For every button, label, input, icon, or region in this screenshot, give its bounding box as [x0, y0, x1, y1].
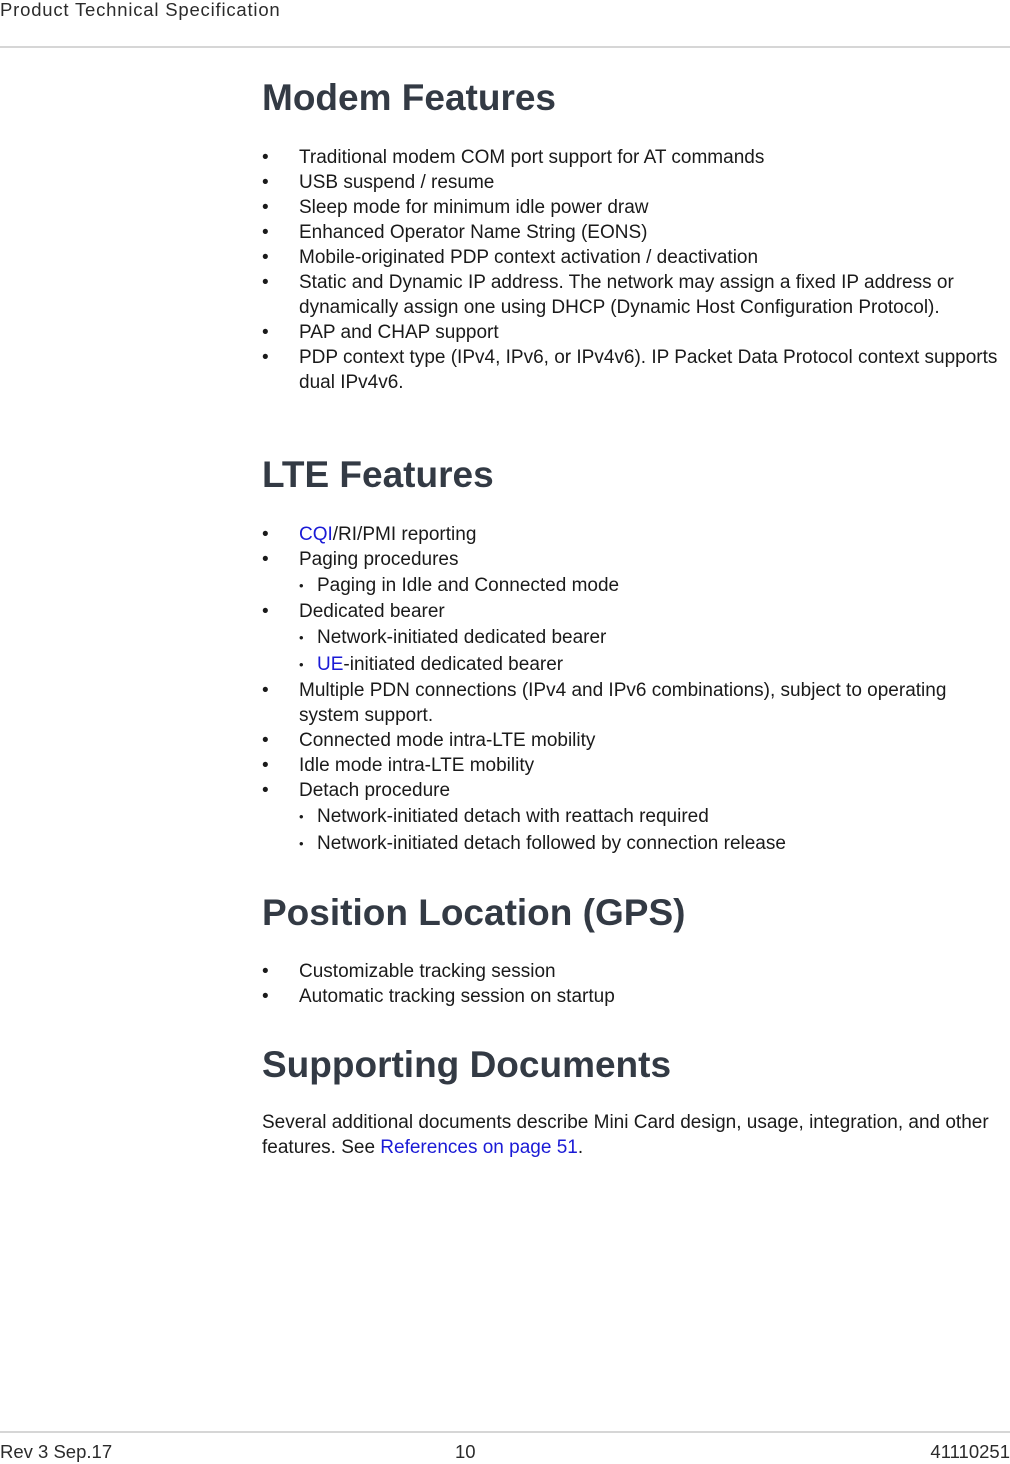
- ue-link[interactable]: UE: [317, 654, 344, 675]
- page-header: Product Technical Specification: [0, 0, 281, 20]
- heading-position-location: Position Location (GPS): [262, 892, 686, 933]
- list-item: • Static and Dynamic IP address. The network may assign a fixed IP address or dynamically assign one using DHCP (Dynamic Host Configuration Protocol).: [262, 272, 954, 318]
- sub-list-item: • UE-initiated dedicated bearer: [299, 654, 564, 675]
- list-item: • Multiple PDN connections (IPv4 and IPv6 combinations), subject to operating system support.: [262, 680, 947, 726]
- footer-revision: Rev 3 Sep.17: [0, 1441, 113, 1462]
- list-item: • Idle mode intra-LTE mobility: [262, 755, 535, 776]
- list-item: • Sleep mode for minimum idle power draw: [262, 197, 649, 218]
- list-item: • PAP and CHAP support: [262, 322, 499, 343]
- sub-list-item: • Network-initiated detach followed by connection release: [299, 833, 786, 854]
- list-item: • CQI/RI/PMI reporting: [262, 524, 477, 545]
- references-link[interactable]: References on page 51: [380, 1137, 578, 1158]
- sub-list-item: • Network-initiated dedicated bearer: [299, 627, 607, 648]
- header-divider: [0, 46, 1010, 48]
- list-item: • Automatic tracking session on startup: [262, 986, 615, 1007]
- footer-divider: [0, 1431, 1010, 1433]
- gps-features-list: [262, 959, 1010, 1009]
- heading-modem-features: Modem Features: [262, 77, 557, 118]
- list-item: • Traditional modem COM port support for AT commands: [262, 147, 765, 168]
- heading-supporting-documents: Supporting Documents: [262, 1044, 672, 1085]
- footer-document-number: 41110251: [930, 1441, 1010, 1462]
- list-item: • Detach procedure • Network-initiated detach with reattach required • Network-initiated detach followed by connection release: [262, 778, 1010, 857]
- list-item: • Paging procedures • Paging in Idle and Connected mode: [262, 547, 1010, 599]
- list-item: • Enhanced Operator Name String (EONS): [262, 222, 648, 243]
- cqi-link[interactable]: CQI: [299, 524, 333, 545]
- modem-features-list: [262, 145, 1010, 395]
- footer-page-number: 10: [455, 1441, 476, 1462]
- list-item: • PDP context type (IPv4, IPv6, or IPv4v6). IP Packet Data Protocol context supports dual IPv4v6.: [262, 347, 998, 393]
- supporting-documents-paragraph: Several additional documents describe Mini Card design, usage, integration, and other features. See References on page 51.: [262, 1112, 989, 1158]
- list-item: • Mobile-originated PDP context activation / deactivation: [262, 247, 759, 268]
- sub-list-item: • Paging in Idle and Connected mode: [299, 575, 620, 596]
- sub-list-item: • Network-initiated detach with reattach required: [299, 806, 709, 827]
- list-item: • USB suspend / resume: [262, 172, 495, 193]
- heading-lte-features: LTE Features: [262, 454, 494, 495]
- list-item: • Dedicated bearer • Network-initiated dedicated bearer • UE-initiated dedicated bearer: [262, 599, 1010, 678]
- lte-features-list: [262, 522, 1010, 857]
- list-item: • Customizable tracking session: [262, 961, 556, 982]
- list-item: • Connected mode intra-LTE mobility: [262, 730, 596, 751]
